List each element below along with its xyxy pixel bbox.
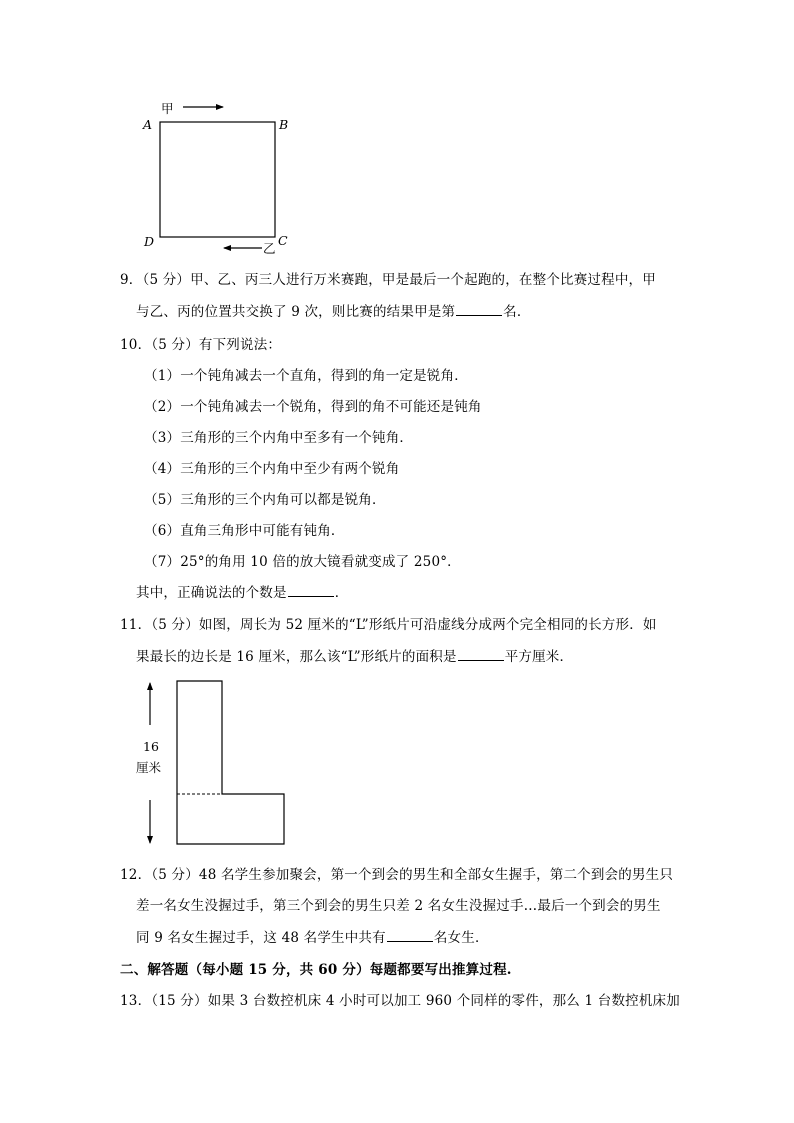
q10-item-5: （5）三角形的三个内角可以都是锐角． [144,492,386,508]
q10-item-1: （1）一个钝角减去一个直角，得到的角一定是锐角． [144,368,468,384]
l-shape [177,681,284,844]
q11-line2-text: 果最长的边长是 16 厘米，那么该“L”形纸片的面积是 [136,649,457,665]
q10-item-4: （4）三角形的三个内角中至少有两个锐角 [144,461,400,477]
q10-answer-blank [288,584,334,597]
label-jia: 甲 [161,101,174,116]
q9-answer-blank [456,303,502,316]
q11-line2 [136,645,573,665]
q12-line3-text: 同 9 名女生握过手，这 48 名学生中共有 [136,930,386,946]
q11-line2-end: 平方厘米． [504,649,574,665]
q10-item-2: （2）一个钝角减去一个锐角，得到的角不可能还是钝角 [144,399,482,415]
square-abcd [160,122,275,237]
label-b: B [279,117,289,132]
q12-answer-blank [387,929,433,942]
q9-line1: 9．（5 分）甲、乙、丙三人进行万米赛跑，甲是最后一个起跑的，在整个比赛过程中，甲 [120,272,656,288]
q10-item-3: （3）三角形的三个内角中至多有一个钝角． [144,430,414,446]
q10-conclusion-end: ． [334,585,349,601]
label-d: D [144,234,155,249]
label-yi: 乙 [263,241,276,256]
q10-conclusion [136,581,348,601]
q12-line2: 差一名女生没握过手，第三个到会的男生只差 2 名女生没握过手…最后一个到会的男生 [136,898,661,914]
q9-line2-end: 名． [503,304,531,320]
l-dimension-unit: 厘米 [136,760,162,775]
q10-intro: 10．（5 分）有下列说法： [120,337,282,353]
q10-conclusion-text: 其中，正确说法的个数是 [136,585,287,601]
q11-answer-blank [458,648,504,661]
l-dimension-number: 16 [143,739,159,754]
q9-line2 [136,300,531,320]
q12-line1: 12．（5 分）48 名学生参加聚会，第一个到会的男生和全部女生握手，第二个到会的男生只 [120,867,674,883]
q10-item-7: （7）25°的角用 10 倍的放大镜看就变成了 250°． [144,554,461,570]
q10-item-6: （6）直角三角形中可能有钝角． [144,523,345,539]
q13-line1: 13．（15 分）如果 3 台数控机床 4 小时可以加工 960 个同样的零件，那么 1 台数控机床加 [120,993,680,1009]
q11-line1: 11．（5 分）如图，周长为 52 厘米的“L”形纸片可沿虚线分成两个完全相同的长方形．如 [120,617,657,633]
label-a: A [143,117,153,132]
q12-line3 [136,926,489,946]
section2-heading: 二、解答题（每小题 15 分，共 60 分）每题都要写出推算过程. [120,962,512,978]
q9-line2-text: 与乙、丙的位置共交换了 9 次，则比赛的结果甲是第 [136,304,456,320]
label-c: C [278,233,288,248]
q12-line3-end: 名女生． [433,930,489,946]
